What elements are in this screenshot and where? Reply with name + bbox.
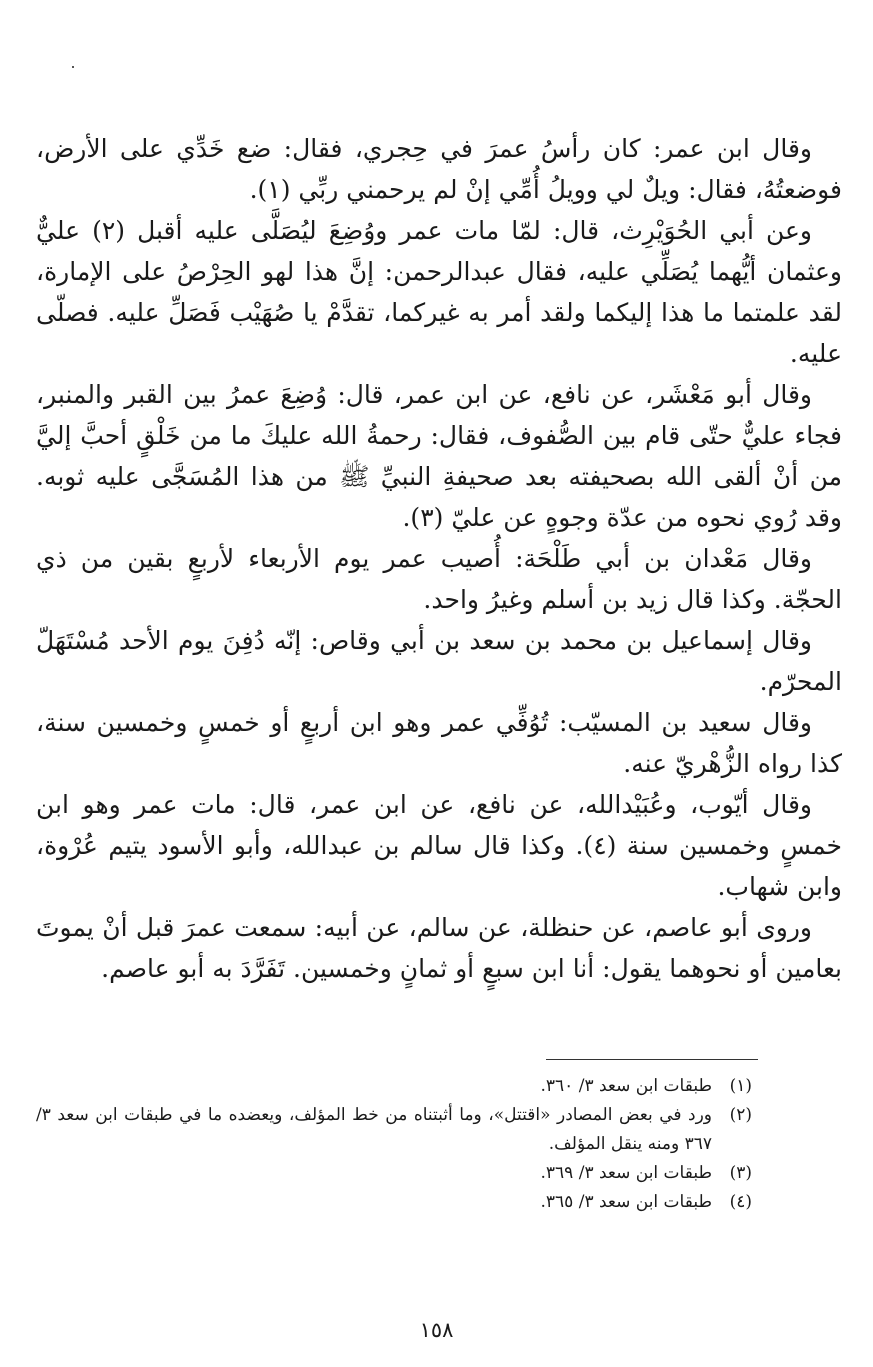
footnote — [36, 1188, 752, 1217]
footnote-text: طبقات ابن سعد ٣/ ٣٦٥. — [540, 1192, 712, 1212]
footnote-number: (٣) — [729, 1163, 752, 1183]
page-number: ١٥٨ — [419, 1318, 454, 1342]
paragraph: وقال ابن عمر: كان رأسُ عمرَ في حِجري، فقال: ضع خَدِّي على الأرض، فوضعتُهُ، فقال: ويلٌ لي وويلُ أُمِّي إنْ لم يرحمني ربِّي (١). — [36, 134, 842, 204]
footnote-number: (٢) — [729, 1105, 752, 1125]
footnote-text: ورد في بعض المصادر «اقتتل»، وما أثبتناه من خط المؤلف، ويعضده ما في طبقات ابن سعد ٣/ ٣٦٧ ومنه ينقل المؤلف. — [36, 1105, 712, 1154]
footnote — [36, 1159, 752, 1188]
footnote — [36, 1072, 752, 1101]
footnote-text: طبقات ابن سعد ٣/ ٣٦٩. — [540, 1163, 712, 1183]
paragraph: وعن أبي الحُوَيْرِث، قال: لمّا مات عمر ووُضِعَ ليُصَلَّى عليه أقبل (٢) عليٌّ وعثمان أيُّهما يُصَلِّي عليه، فقال عبدالرحمن: إنَّ هذا لهو الحِرْصُ على الإمارة، لقد علمتما ما هذا إليكما ولقد أمر به غيركما، تقدَّمْ يا صُهَيْب فَصَلِّ عليه. فصلّى عليه. — [36, 216, 842, 368]
paragraph: وروى أبو عاصم، عن حنظلة، عن سالم، عن أبيه: سمعت عمرَ قبل أنْ يموتَ بعامين أو نحوهما يقول: أنا ابن سبعٍ أو ثمانٍ وخمسين. تَفَرَّدَ به أبو عاصم. — [36, 913, 842, 983]
footnote-number: (١) — [729, 1076, 752, 1096]
paragraph: وقال أيّوب، وعُبَيْدالله، عن نافع، عن ابن عمر، قال: مات عمر وهو ابن خمسٍ وخمسين سنة (٤). وكذا قال سالم بن عبدالله، وأبو الأسود يتيم عُرْوة، وابن شهاب. — [36, 790, 842, 901]
footnote-separator — [546, 1059, 758, 1060]
paragraph: وقال إسماعيل بن محمد بن سعد بن أبي وقاص: إنّه دُفِنَ يوم الأحد مُسْتَهَلّ المحرّم. — [36, 626, 842, 696]
paragraph: وقال سعيد بن المسيّب: تُوُفِّي عمر وهو ابن أربعٍ أو خمسٍ وخمسين سنة، كذا رواه الزُّهْريّ عنه. — [36, 708, 842, 778]
footnote-text: طبقات ابن سعد ٣/ ٣٦٠. — [540, 1076, 712, 1096]
footnote — [36, 1101, 752, 1159]
speck — [72, 66, 74, 68]
paragraph: وقال مَعْدان بن أبي طَلْحَة: أُصيب عمر يوم الأربعاء لأربعٍ بقين من ذي الحجّة. وكذا قال زيد بن أسلم وغيرُ واحد. — [36, 544, 842, 614]
main-text — [36, 128, 842, 989]
footnotes — [36, 1072, 752, 1217]
paragraph: وقال أبو مَعْشَر، عن نافع، عن ابن عمر، قال: وُضِعَ عمرُ بين القبر والمنبر، فجاء عليٌّ حتّى قام بين الصُّفوف، فقال: رحمةُ الله عليكَ ما من خَلْقٍ أحبَّ إليَّ من أنْ ألقى الله بصحيفته بعد صحيفةِ النبيِّ ﷺ من هذا المُسَجَّى عليه ثوبه. وقد رُوي نحوه من عدّة وجوهٍ عن عليّ (٣). — [36, 380, 842, 532]
footnote-number: (٤) — [729, 1192, 752, 1212]
